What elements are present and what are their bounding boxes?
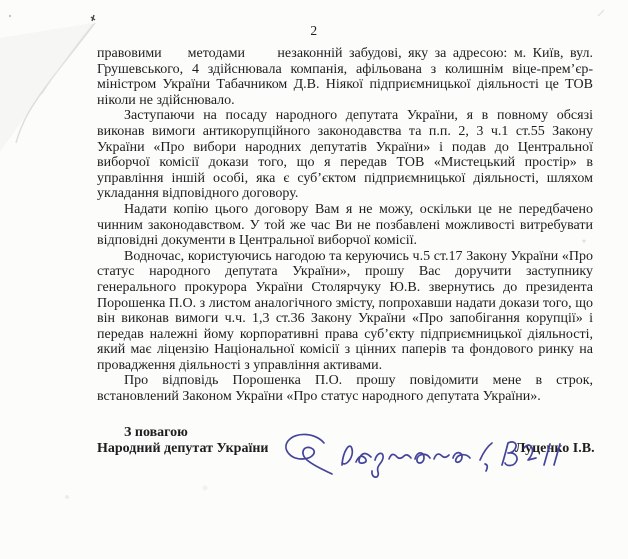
closing-salutation: З повагою <box>124 424 188 440</box>
paragraph-3: Надати копію цього договору Вам я не можу, оскільки це не передбачено чинним законодавством. У той же час Ви не позбавлені можливості витребувати відповідні документи в Центральної виборчої комісії. <box>97 201 593 249</box>
fold-crease-line <box>16 23 95 143</box>
paragraph-4: Водночас, користуючись нагодою та керуючись ч.5 ст.17 Закону України «Про статус народного депутата України», прошу Вас доручити заступнику генерального прокурора України Столярчуку Ю.В. звернутись до президента Порошенка П.О. з листом аналогічного змісту, попрохавши надати докази того, що він виконав вимоги ч.ч. 1,3 ст.36 Закону України «Про запобігання корупції» і передав належні йому корпоративні права суб’єкту підприємницької діяльності, який має ліцензію Національної комісії з цінних паперів та фондового ринку на провадження діяльності з управління активами. <box>97 248 593 373</box>
ink-speck <box>91 15 95 21</box>
signature-block <box>97 441 593 511</box>
fold-shadow <box>0 23 93 152</box>
paragraph-1: правовими методами незаконній забудові, яку за адресою: м. Київ, вул. Грушевського, 4 здійснювала компанія, афільована з колишнім віце-прем’єр-міністром України Табачником Д.В. Ніякої підприємницької діяльності це ТОВ ніколи не здійснювало. <box>97 46 593 108</box>
paragraph-5: Про відповідь Порошенка П.О. прошу повідомити мене в строк, встановлений Законом України «Про статус народного депутата України». <box>97 373 593 405</box>
paragraph-2: Заступаючи на посаду народного депутата України, я в повному обсязі виконав вимоги антикорупційного законодавства та п.п. 2, 3 ч.1 ст.55 Закону України «Про вибори народних депутатів України» і подав до Центральної виборчої комісії докази того, що я передав ТОВ «Мистецький простір» в управління іншій особі, яка є суб’єктом підприємницької діяльності, шляхом укладання відповідного договору. <box>97 108 593 202</box>
dust-speck <box>9 15 11 17</box>
page-number: 2 <box>310 23 318 38</box>
dust-speck-4 <box>65 495 69 499</box>
dust-speck-2 <box>598 10 604 16</box>
handwritten-signature <box>280 429 570 501</box>
letter-body <box>97 46 593 511</box>
signer-title: Народний депутат України <box>97 441 269 457</box>
signer-name: Луценко І.В. <box>515 441 595 457</box>
